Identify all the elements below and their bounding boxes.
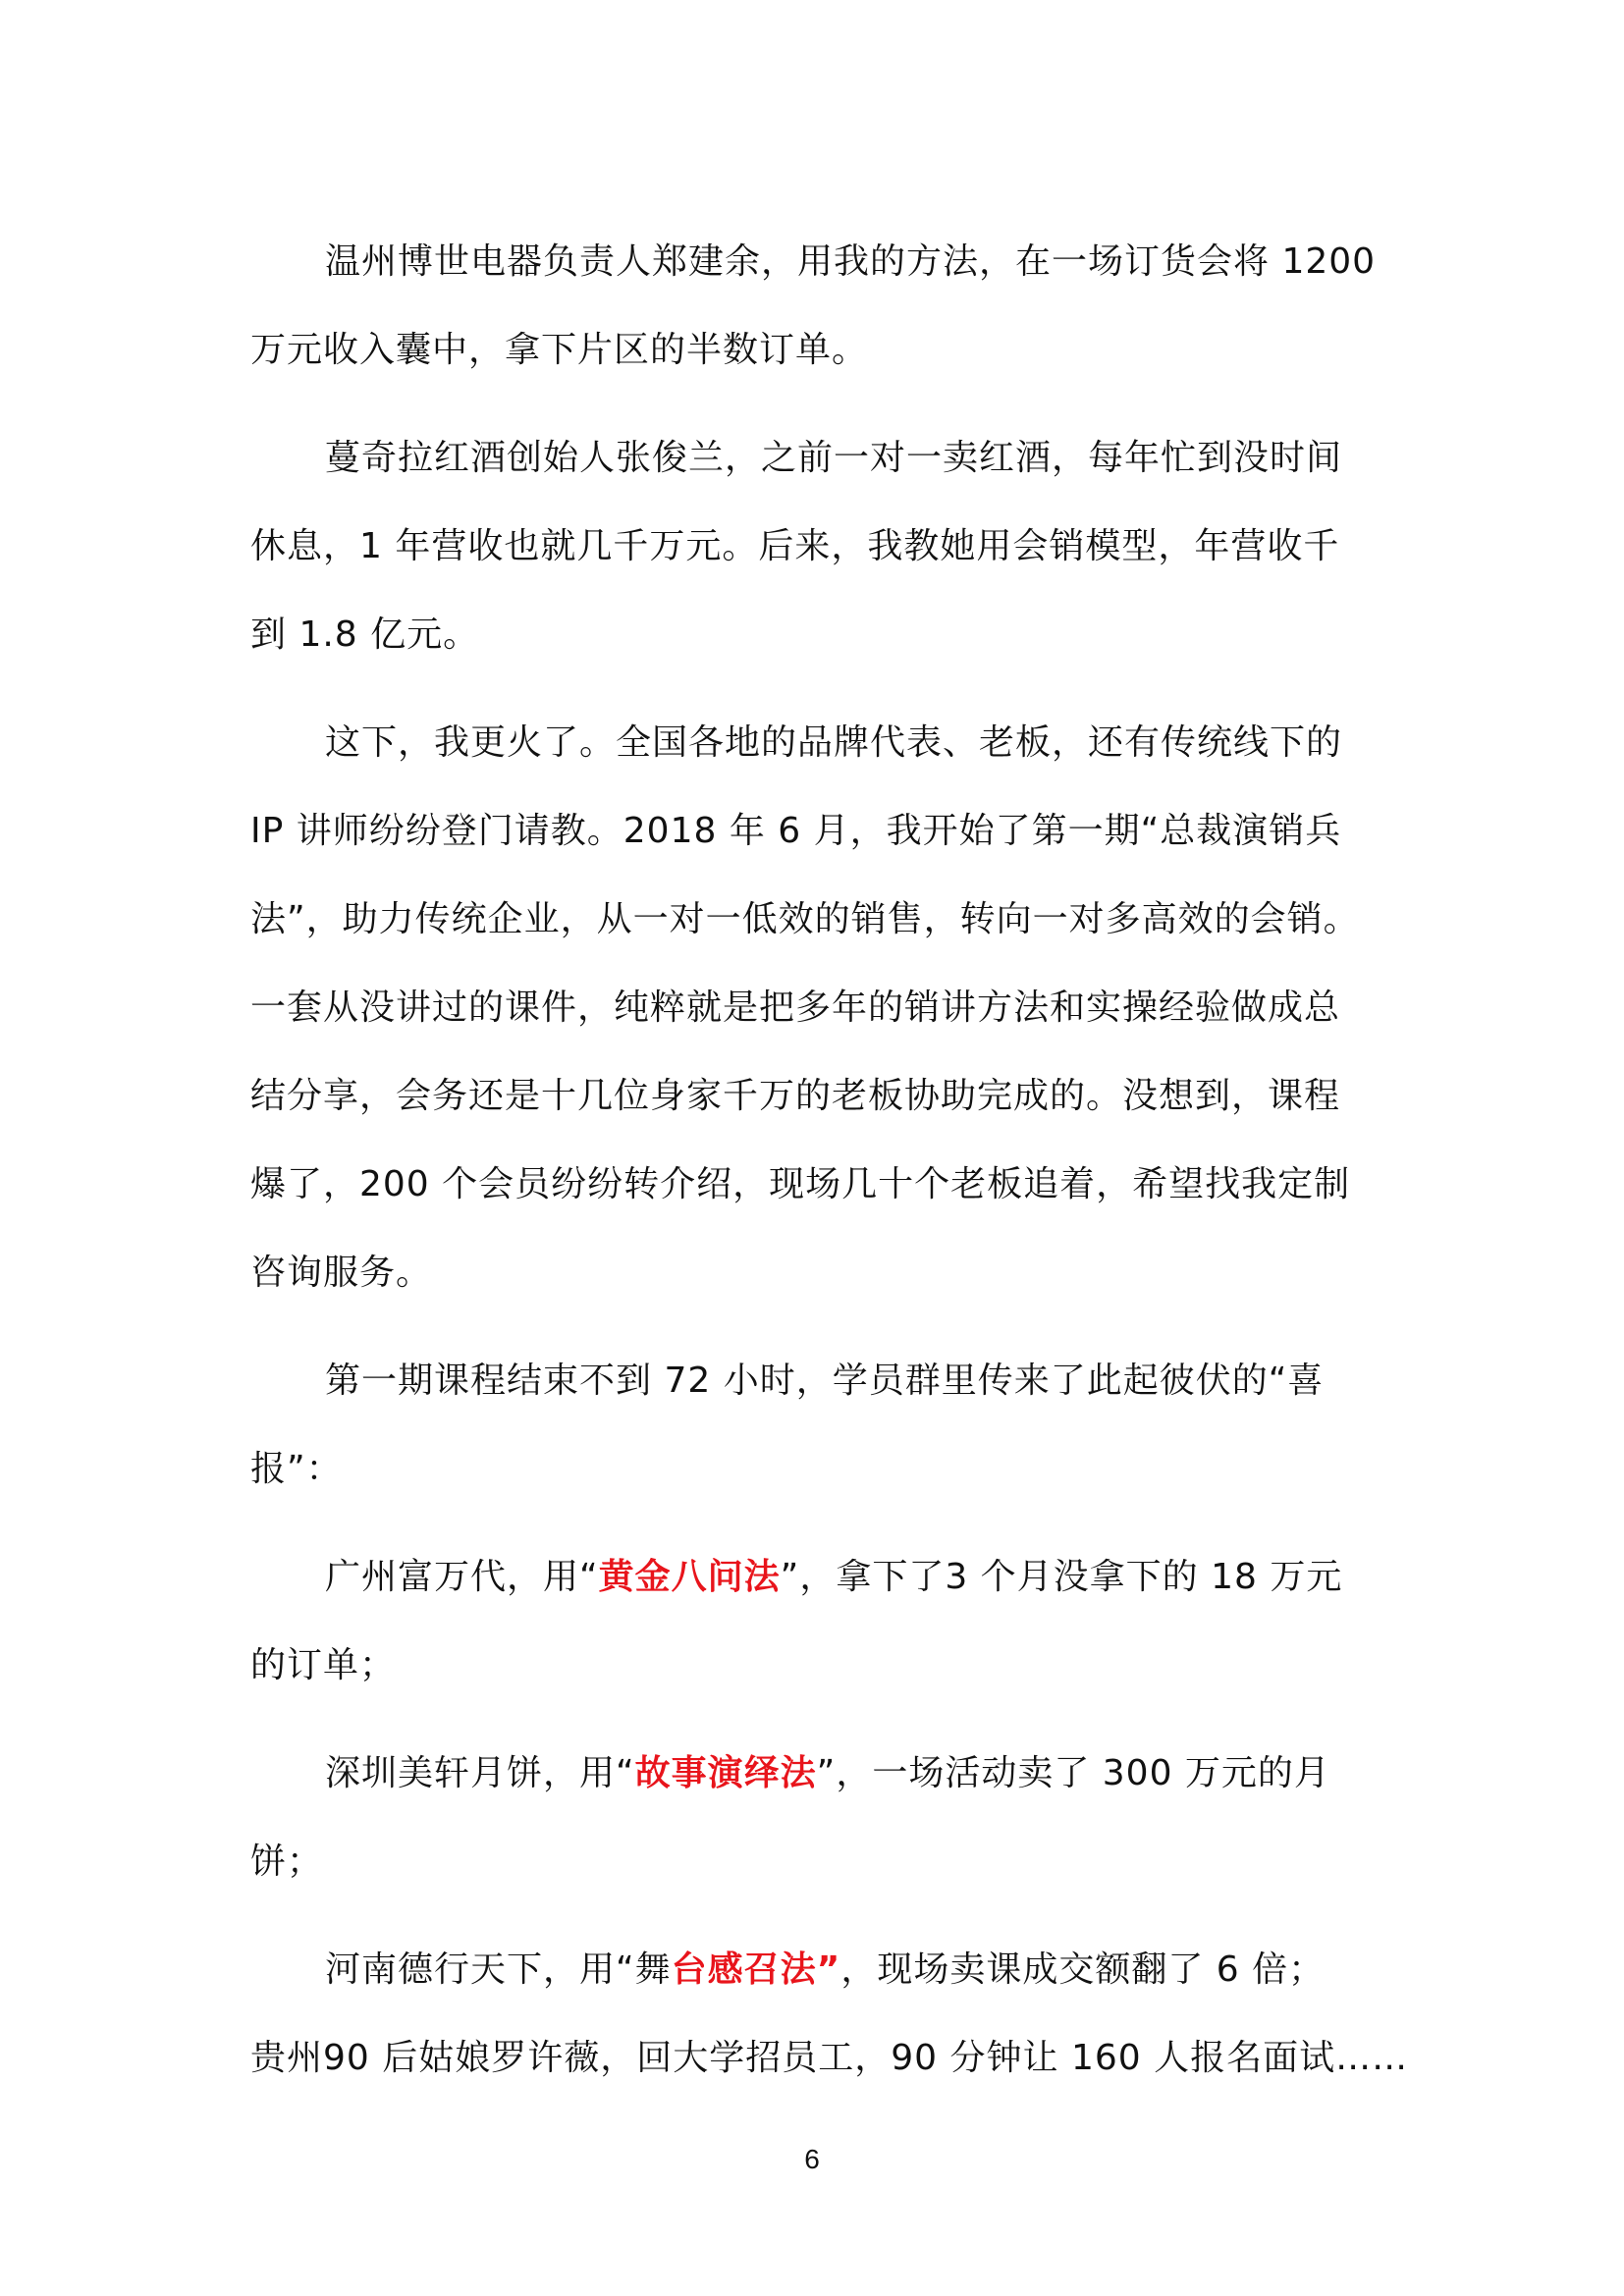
paragraph-shenzhen bbox=[250, 1730, 1407, 1906]
text-line bbox=[250, 1730, 1407, 1818]
text-segment: ”，一场活动卖了 300 万元的月 bbox=[816, 1753, 1330, 1793]
text-line bbox=[250, 1533, 1407, 1622]
text-segment: 河南德行天下，用“舞 bbox=[325, 1949, 672, 1990]
text-line: 第一期课程结束不到 72 小时，学员群里传来了此起彼伏的“喜 bbox=[325, 1361, 1325, 1401]
text-line: 温州博世电器负责人郑建余，用我的方法，在一场订货会将 1200 bbox=[325, 241, 1377, 282]
text-line: 的订单； bbox=[250, 1645, 397, 1685]
text-line: 这下，我更火了。全国各地的品牌代表、老板，还有传统线下的 bbox=[325, 722, 1343, 763]
paragraph-wine bbox=[250, 414, 1407, 679]
highlight-method: 黄金八问法 bbox=[598, 1557, 781, 1597]
text-line: 报”： bbox=[250, 1449, 343, 1489]
paragraph-guangzhou bbox=[250, 1533, 1407, 1710]
highlight-method: 故事演绎法 bbox=[634, 1753, 817, 1793]
paragraph-course bbox=[250, 699, 1407, 1317]
text-line: 万元收入囊中，拿下片区的半数订单。 bbox=[250, 330, 869, 370]
text-line: 蔓奇拉红酒创始人张俊兰，之前一对一卖红酒，每年忙到没时间 bbox=[325, 438, 1343, 478]
text-segment: ”，拿下了3 个月没拿下的 18 万元 bbox=[780, 1557, 1343, 1597]
paragraph-henan bbox=[250, 1926, 1407, 2103]
text-line: IP 讲师纷纷登门请教。2018 年 6 月，我开始了第一期“总裁演销兵 bbox=[250, 811, 1342, 851]
text-segment: 深圳美轩月饼，用“ bbox=[325, 1753, 635, 1793]
text-line: 结分享，会务还是十几位身家千万的老板协助完成的。没想到，课程 bbox=[250, 1076, 1341, 1116]
text-line: 咨询服务。 bbox=[250, 1253, 433, 1293]
text-segment: ，现场卖课成交额翻了 6 倍； bbox=[840, 1949, 1326, 1990]
document-page bbox=[250, 218, 1407, 2122]
text-line: 到 1.8 亿元。 bbox=[250, 614, 480, 655]
page-number: 6 bbox=[804, 2144, 820, 2174]
text-line: 法”，助力传统企业，从一对一低效的销售，转向一对多高效的会销。 bbox=[250, 899, 1360, 939]
paragraph-good-news bbox=[250, 1337, 1407, 1514]
highlight-method: 台感召法” bbox=[671, 1949, 841, 1990]
text-line: 贵州90 后姑娘罗许薇，回大学招员工，90 分钟让 160 人报名面试…… bbox=[250, 2038, 1409, 2078]
text-line: 休息，1 年营收也就几千万元。后来，我教她用会销模型，年营收千 bbox=[250, 526, 1340, 566]
paragraph-wenzhou bbox=[250, 218, 1407, 395]
text-line bbox=[250, 1926, 1407, 2014]
text-segment: 广州富万代，用“ bbox=[325, 1557, 599, 1597]
text-line: 一套从没讲过的课件，纯粹就是把多年的销讲方法和实操经验做成总 bbox=[250, 988, 1341, 1028]
text-line: 饼； bbox=[250, 1842, 324, 1882]
text-line: 爆了，200 个会员纷纷转介绍，现场几十个老板追着，希望找我定制 bbox=[250, 1164, 1351, 1204]
